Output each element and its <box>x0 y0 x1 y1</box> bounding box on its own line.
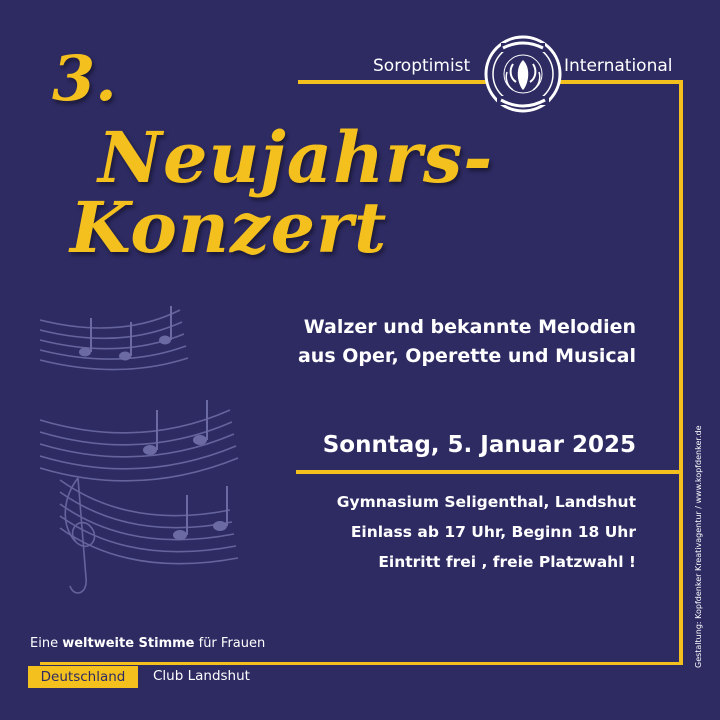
org-name-right: International <box>564 56 673 76</box>
subtitle-line2: aus Oper, Operette und Musical <box>297 345 636 367</box>
club-name: Club Landshut <box>153 668 250 684</box>
tagline-suffix: für Frauen <box>194 636 266 651</box>
tagline-bold: weltweite Stimme <box>62 636 195 651</box>
tagline-prefix: Eine <box>30 636 63 651</box>
date-underline <box>296 470 683 474</box>
edition-number: 3. <box>52 42 117 115</box>
program-description <box>206 313 636 371</box>
subtitle-line1: Walzer und bekannte Melodien <box>303 316 636 338</box>
frame-bottom-line <box>40 662 683 665</box>
event-title-line1: Neujahrs- <box>98 116 494 199</box>
org-name-left: Soroptimist <box>373 56 471 76</box>
event-title-line2: Konzert <box>70 186 388 269</box>
admission-line: Eintritt frei , freie Platzwahl ! <box>378 553 636 571</box>
event-details <box>256 487 636 577</box>
venue-line: Gymnasium Seligenthal, Landshut <box>336 493 636 511</box>
frame-right-line <box>679 80 683 665</box>
time-line: Einlass ab 17 Uhr, Beginn 18 Uhr <box>350 523 636 541</box>
design-credit: Gestaltung: Kopfdenker Kreativagentur / www.kopfdenker.de <box>694 425 703 668</box>
event-date: Sonntag, 5. Januar 2025 <box>322 432 636 458</box>
soroptimist-seal-icon <box>483 34 563 114</box>
country-badge: Deutschland <box>28 666 138 688</box>
tagline <box>30 636 265 651</box>
